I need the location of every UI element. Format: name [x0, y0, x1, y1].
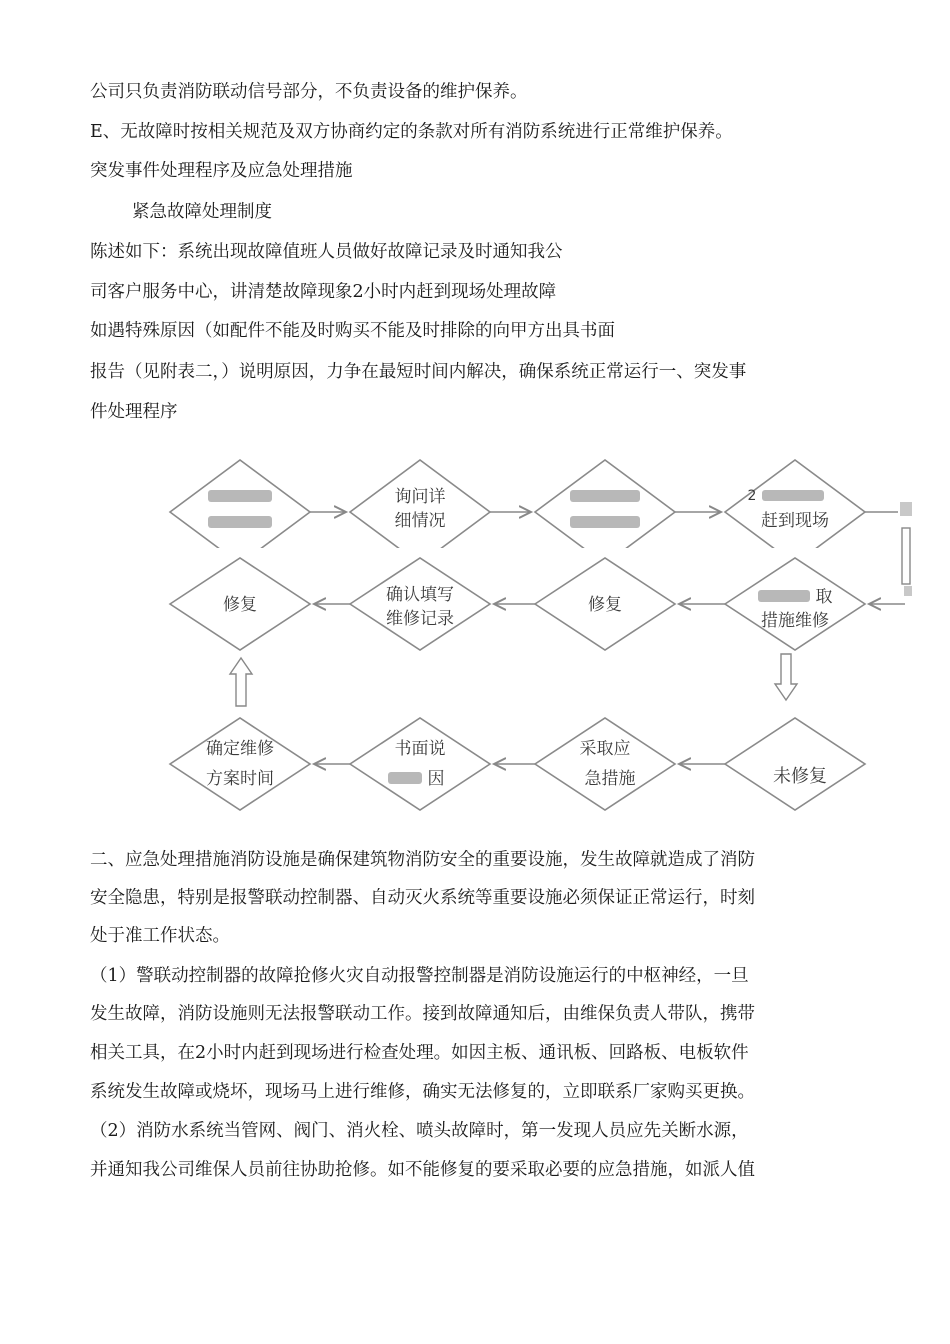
text-line: 安全隐患，特别是报警联动控制器、自动灭火系统等重要设施必须保证正常运行，时刻 [90, 888, 755, 908]
flow-node-set-repair-plan [170, 718, 310, 810]
node-label: 书面说 [394, 739, 446, 759]
node-label: 采取应 [579, 739, 631, 759]
text-line: 相关工具，在2小时内赶到现场进行检查处理。如因主板、通讯板、回路板、电板软件 [90, 1043, 749, 1063]
flow-arrow-down-hollow [775, 654, 797, 700]
node-label: 修复 [588, 595, 622, 615]
subsection-heading: 紧急故障处理制度 [132, 202, 272, 222]
text-line: 并通知我公司维保人员前往协助抢修。如不能修复的要采取必要的应急措施，如派人值 [90, 1160, 755, 1180]
text-line: （1）警联动控制器的故障抢修火灾自动报警控制器是消防设施运行的中枢神经，一旦 [90, 966, 749, 986]
section-heading: 突发事件处理程序及应急处理措施 [90, 161, 353, 181]
node-label: 细情况 [394, 511, 446, 531]
text-line: 系统发生故障或烧坏，现场马上进行维修，确实无法修复的，立即联系厂家购买更换。 [90, 1082, 755, 1102]
text-line: （2）消防水系统当管网、阀门、消火栓、喷头故障时，第一发现人员应先关断水源， [90, 1121, 749, 1141]
node-label: 确认填写 [386, 585, 454, 605]
flow-arrow-up-hollow [230, 658, 252, 706]
text-line: E、无故障时按相关规范及双方协商约定的条款对所有消防系统进行正常维护保养。 [90, 122, 733, 142]
text-line: 如遇特殊原因（如配件不能及时购买不能及时排除的向甲方出具书面 [90, 321, 615, 341]
node-label: 取 [815, 587, 833, 607]
node-label: 询问详 [394, 487, 446, 507]
text-line: 处于准工作状态。 [90, 926, 230, 946]
flow-node-not-repaired [725, 718, 865, 810]
node-label: 因 [427, 769, 445, 789]
node-label: 未修复 [773, 766, 827, 787]
node-label: 赶到现场 [761, 511, 829, 531]
node-label: 修复 [223, 595, 257, 615]
text-line: 二、应急处理措施消防设施是确保建筑物消防安全的重要设施，发生故障就造成了消防 [90, 850, 755, 870]
text-line: 公司只负责消防联动信号部分，不负责设备的维护保养。 [90, 82, 528, 102]
blurred-text [758, 590, 810, 602]
flow-node-written-explanation [350, 718, 490, 810]
node-label: 2 [747, 488, 757, 504]
text-line: 件处理程序 [90, 402, 178, 422]
node-label: 维修记录 [386, 609, 454, 629]
node-label: 确定维修 [206, 739, 274, 759]
text-line: 司客户服务中心，讲清楚故障现象2小时内赶到现场处理故障 [90, 282, 557, 302]
flow-node-emergency-measures [535, 718, 675, 810]
node-label: 急措施 [584, 769, 636, 789]
text-line: 发生故障，消防设施则无法报警联动工作。接到故障通知后，由维保负责人带队，携带 [90, 1004, 755, 1024]
text-line: 报告（见附表二，）说明原因，力争在最短时间内解决，确保系统正常运行一、突发事 [90, 362, 747, 382]
node-label: 措施维修 [761, 611, 829, 631]
blurred-text [388, 772, 422, 784]
flowchart-lower-rows [160, 448, 920, 828]
text-line: 陈述如下：系统出现故障值班人员做好故障记录及时通知我公 [90, 242, 563, 262]
node-label: 方案时间 [206, 769, 274, 789]
